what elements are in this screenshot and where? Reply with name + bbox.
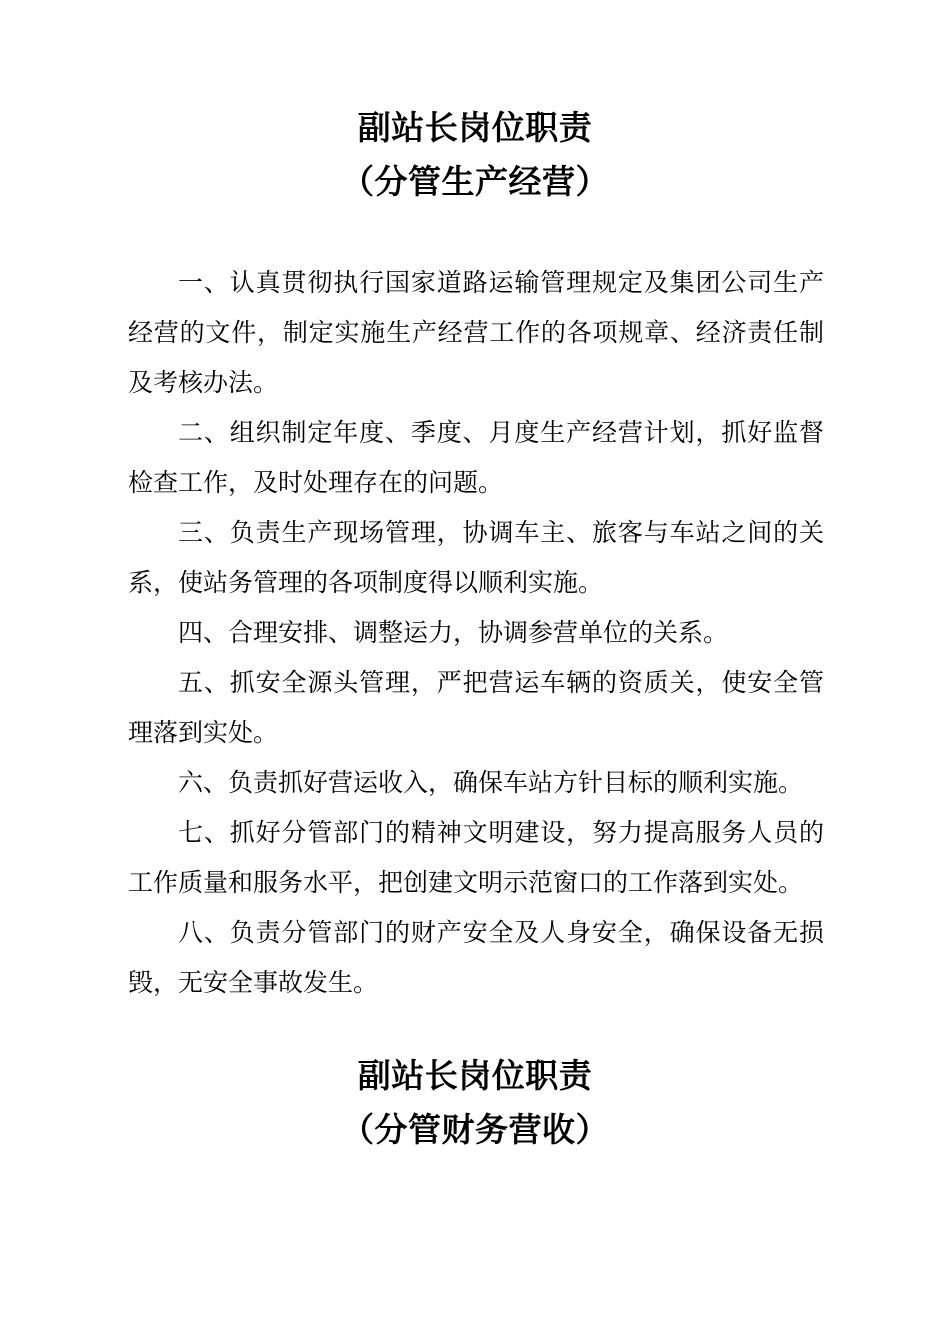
- section-title: 副站长岗位职责: [357, 1056, 593, 1095]
- duty-item: 六、负责抓好营运收入，确保车站方针目标的顺利实施。: [178, 768, 804, 797]
- duty-item: 一、认真贯彻执行国家道路运输管理规定及集团公司生产经营的文件，制定实施生产经营工作的各项规章、经济责任制及考核办法。: [128, 268, 824, 397]
- duty-item: 四、合理安排、调整运力，协调参营单位的关系。: [178, 618, 729, 647]
- duty-item: 三、负责生产现场管理，协调车主、旅客与车站之间的关系，使站务管理的各项制度得以顺利实施。: [128, 518, 824, 597]
- duty-item: 二、组织制定年度、季度、月度生产经营计划，抓好监督检查工作，及时处理存在的问题。: [128, 418, 824, 497]
- duty-item: 七、抓好分管部门的精神文明建设，努力提高服务人员的工作质量和服务水平，把创建文明示范窗口的工作落到实处。: [128, 818, 824, 897]
- section-heading-production: [0, 108, 950, 202]
- duty-list: [128, 258, 824, 1008]
- section-subtitle: （分管生产经营）: [341, 162, 609, 201]
- duty-item: 八、负责分管部门的财产安全及人身安全，确保设备无损毁，无安全事故发生。: [128, 918, 824, 997]
- duty-item: 五、抓安全源头管理，严把营运车辆的资质关，使安全管理落到实处。: [128, 668, 824, 747]
- section-title: 副站长岗位职责: [357, 108, 593, 147]
- section-subtitle: （分管财务营收）: [341, 1110, 609, 1149]
- section-heading-finance: [0, 1056, 950, 1150]
